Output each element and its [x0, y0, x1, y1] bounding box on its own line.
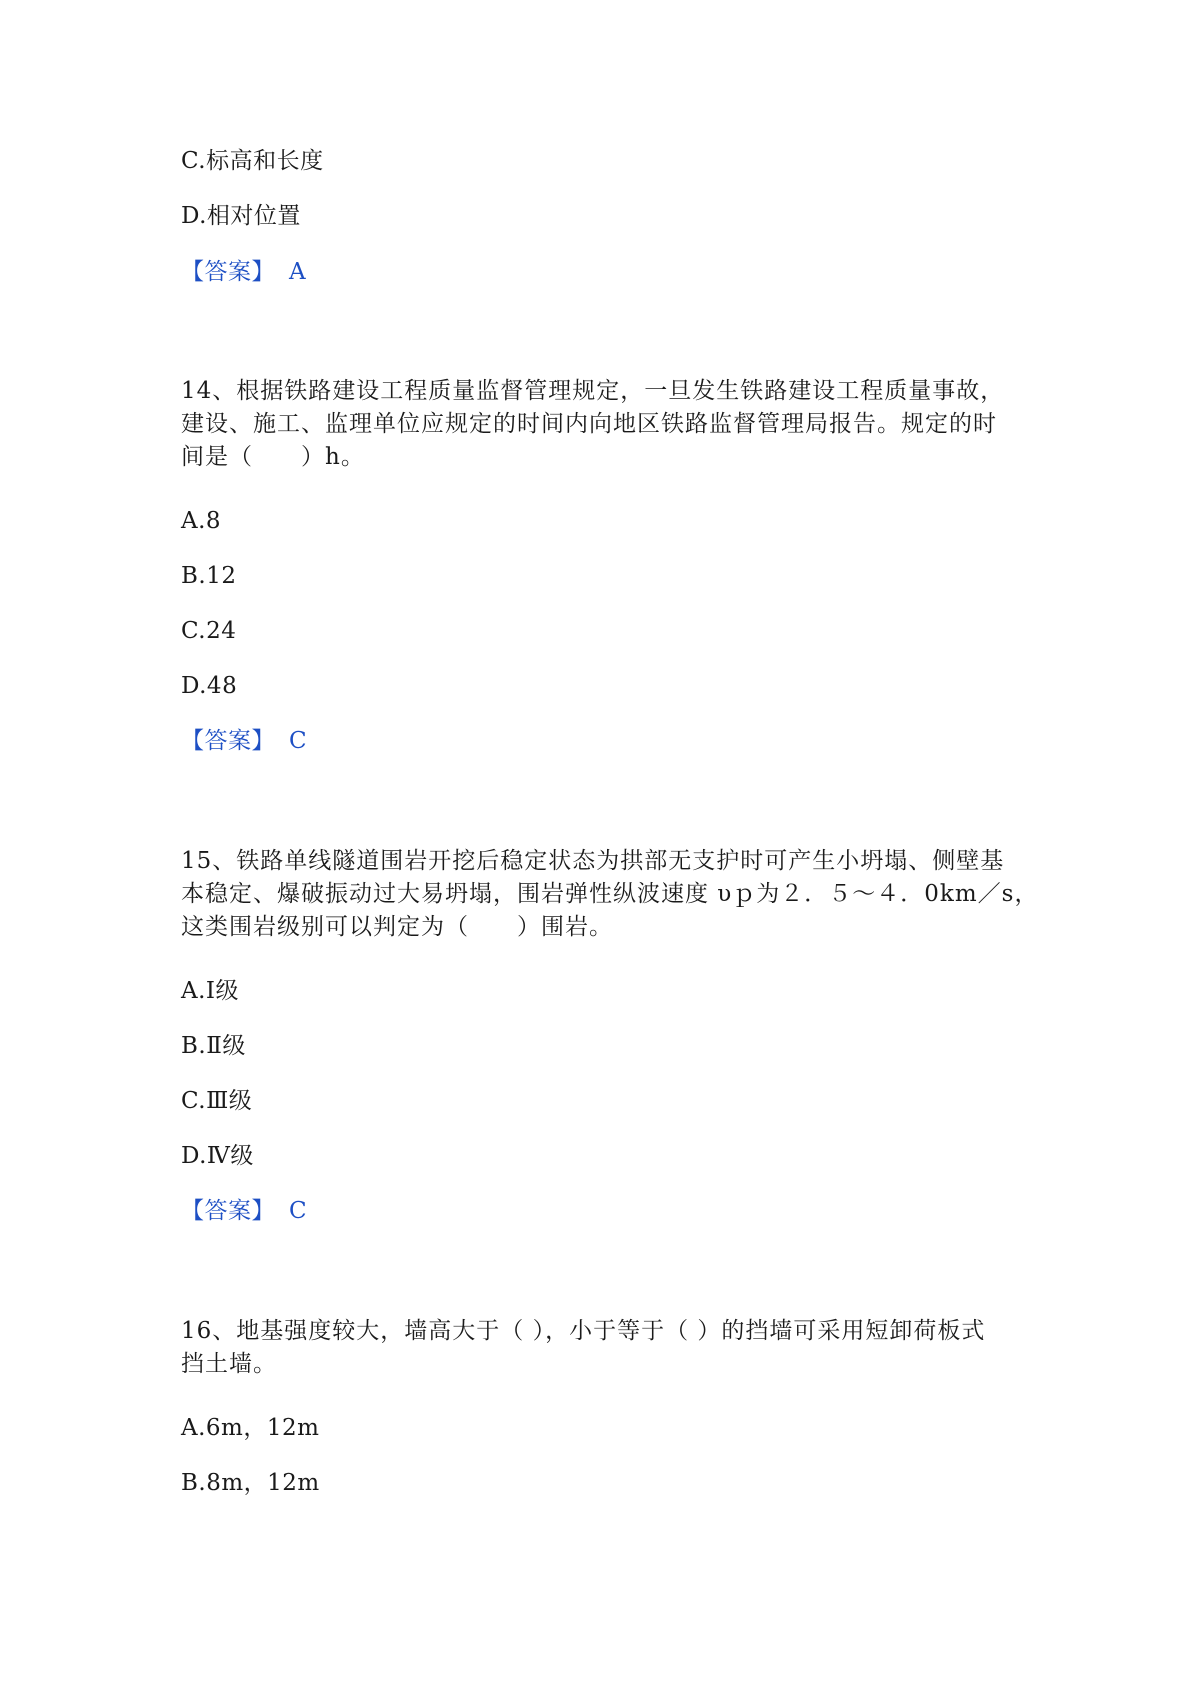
- answer-value: A: [289, 259, 307, 285]
- q16-stem-line-2: 挡土墙。: [181, 1351, 277, 1377]
- q14-option-d: D.48: [181, 673, 238, 699]
- q14-stem-line-3: 间是（ ）h。: [181, 444, 365, 470]
- q14-option-a: A.8: [181, 508, 222, 534]
- q15-stem-line-3: 这类围岩级别可以判定为（ ）围岩。: [181, 914, 613, 940]
- option-c: C.标高和长度: [181, 148, 324, 174]
- q14-option-b: B.12: [181, 563, 237, 589]
- q15-answer-label: 【答案】: [181, 1198, 275, 1224]
- q14-stem-line-1: 14、根据铁路建设工程质量监督管理规定，一旦发生铁路建设工程质量事故，: [181, 378, 1005, 404]
- q15-answer-value: C: [289, 1198, 308, 1224]
- q16-option-b: B.8m，12m: [181, 1470, 320, 1496]
- q15-option-d: D.Ⅳ级: [181, 1143, 254, 1169]
- q14-answer-label: 【答案】: [181, 728, 275, 754]
- q16-stem-line-1: 16、地基强度较大，墙高大于（ ），小于等于（ ）的挡墙可采用短卸荷板式: [181, 1318, 986, 1344]
- q15-option-b: B.Ⅱ级: [181, 1033, 246, 1059]
- q15-option-a: A.Ⅰ级: [181, 978, 240, 1004]
- q15-stem-line-1: 15、铁路单线隧道围岩开挖后稳定状态为拱部无支护时可产生小坍塌、侧壁基: [181, 848, 1005, 874]
- q14-stem-line-2: 建设、施工、监理单位应规定的时间内向地区铁路监督管理局报告。规定的时: [181, 411, 997, 437]
- q15-answer-line: [181, 1195, 1011, 1227]
- q14-option-c: C.24: [181, 618, 237, 644]
- q14-answer-value: C: [289, 728, 308, 754]
- option-d: D.相对位置: [181, 203, 301, 229]
- q15-stem-line-2: 本稳定、爆破振动过大易坍塌，围岩弹性纵波速度 υｐ为２．５～４．0km／s，: [181, 881, 1039, 907]
- q16-option-a: A.6m，12m: [181, 1415, 320, 1441]
- q14-answer-line: [181, 725, 1011, 757]
- answer-line: [181, 256, 1011, 288]
- q15-option-c: C.Ⅲ级: [181, 1088, 253, 1114]
- answer-label: 【答案】: [181, 259, 275, 285]
